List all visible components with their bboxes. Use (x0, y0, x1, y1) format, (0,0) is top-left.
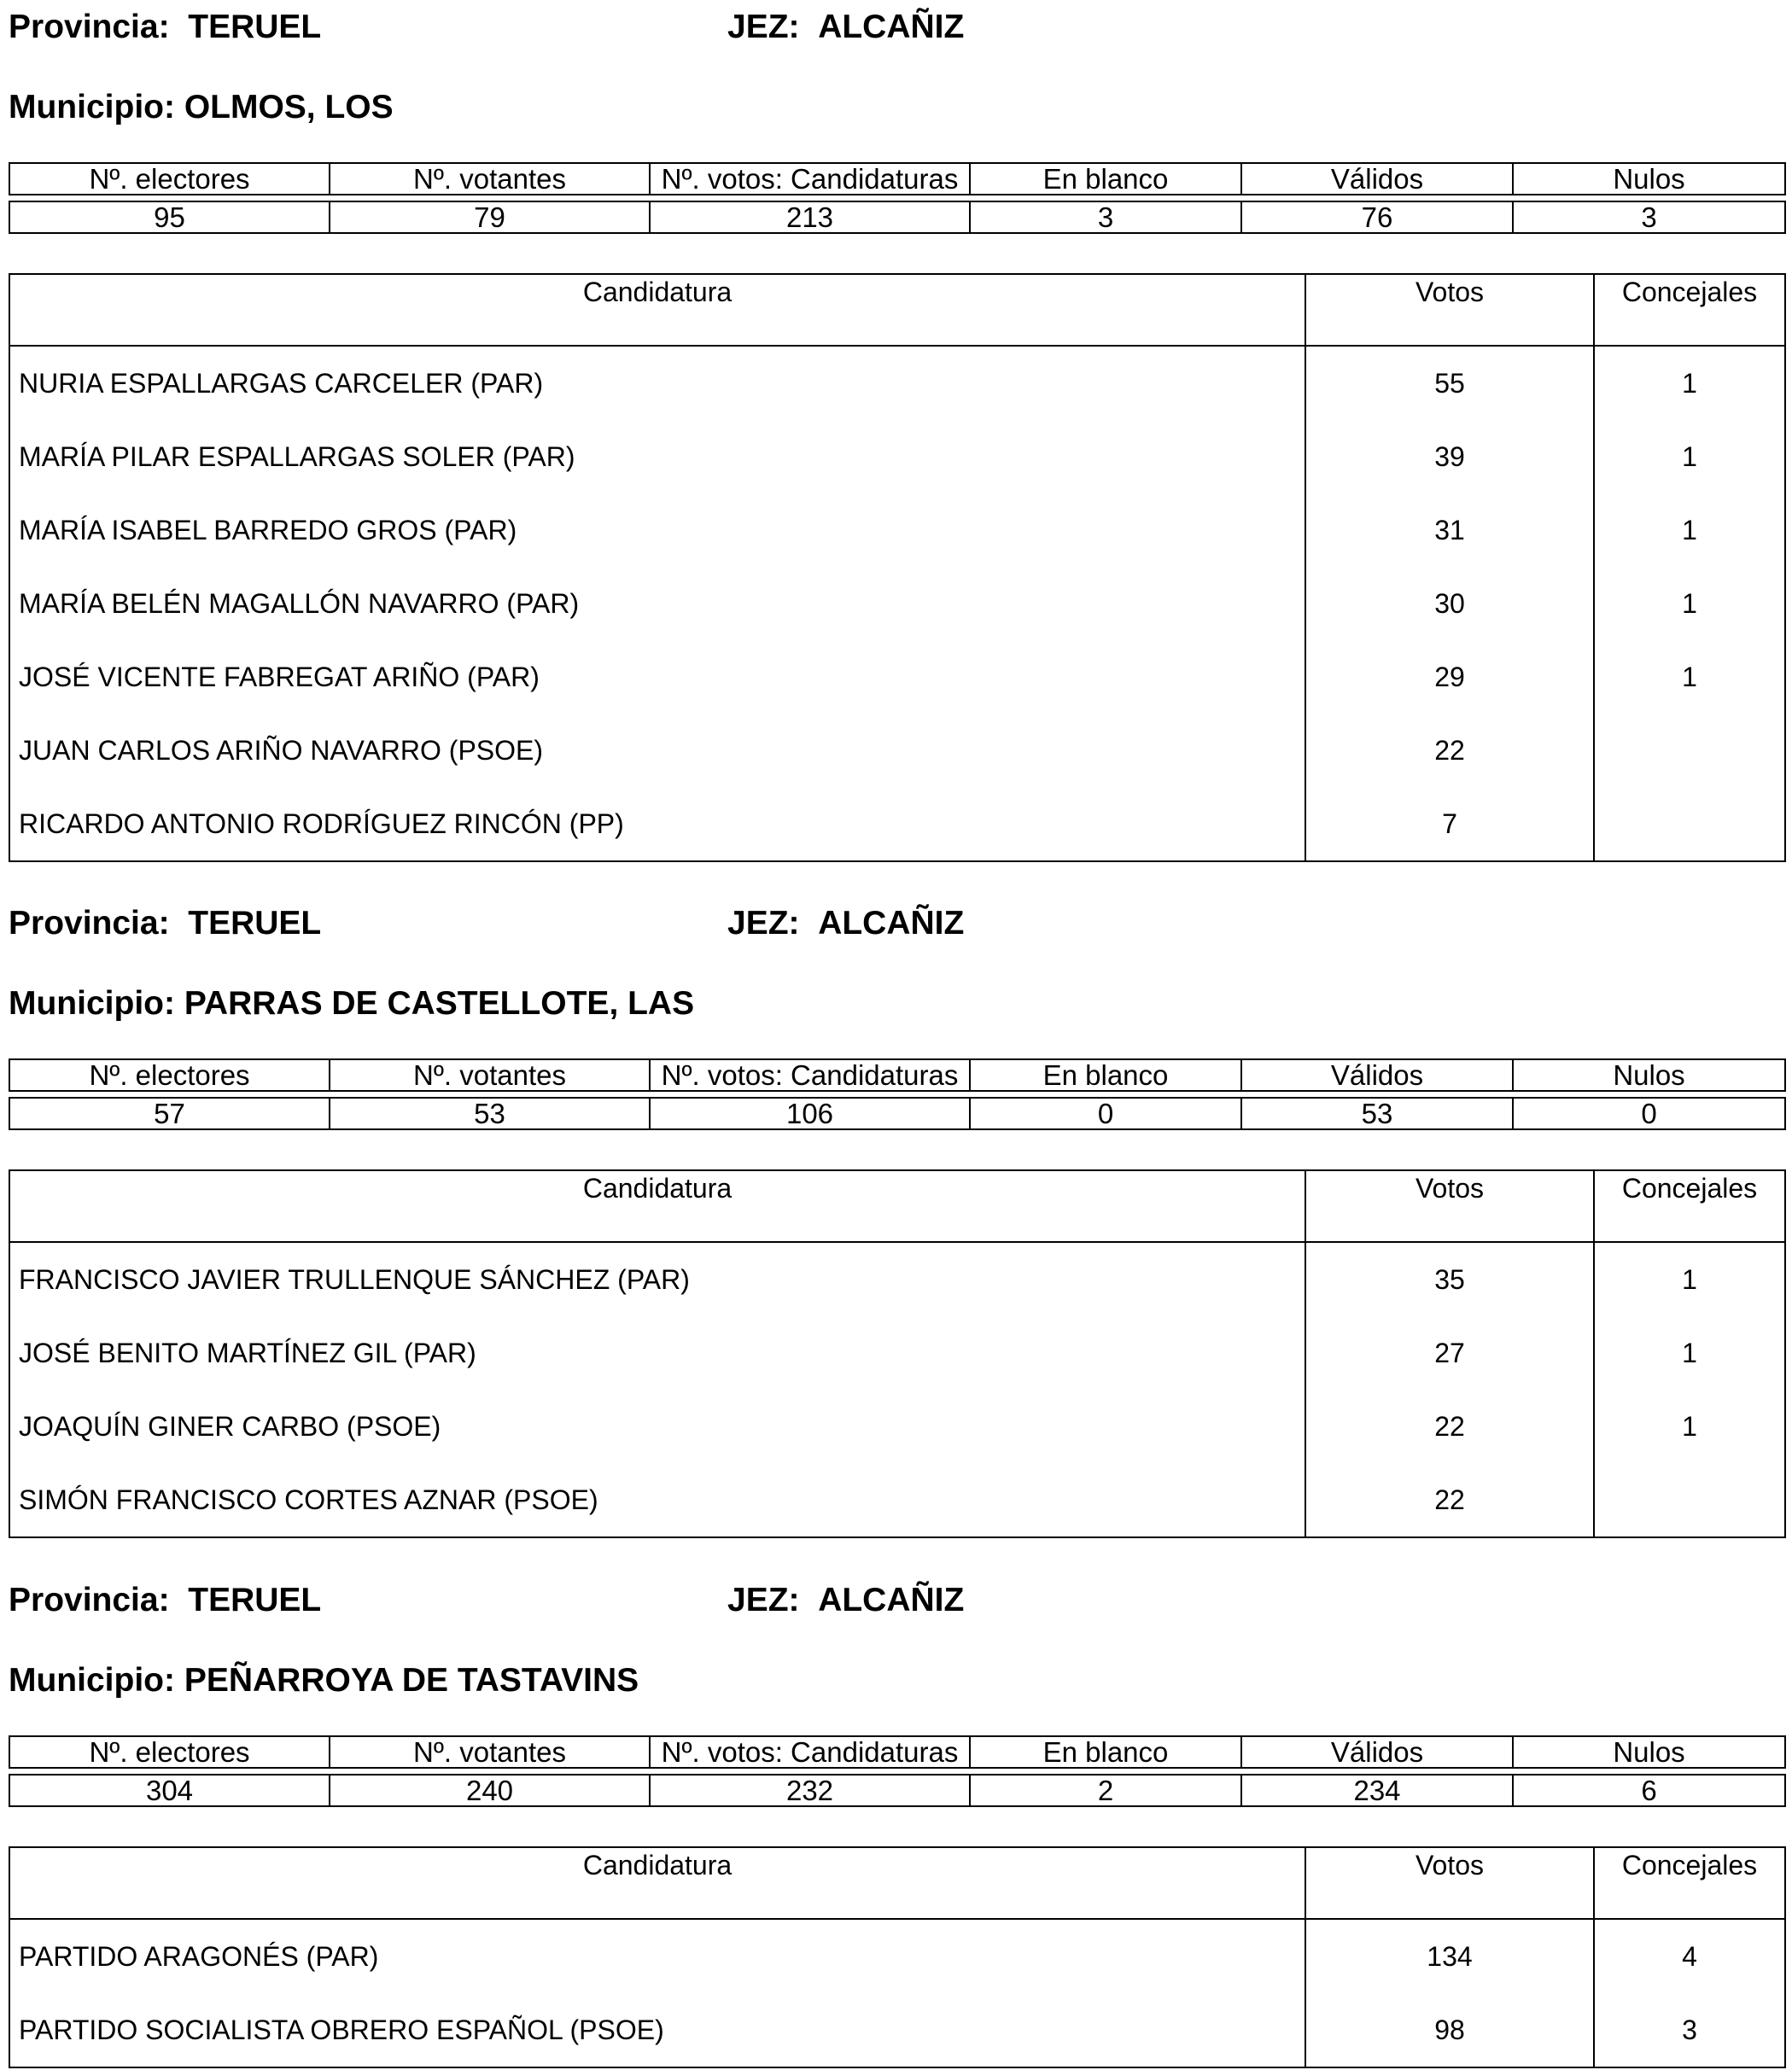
candidate-concejales: 4 (1682, 1941, 1697, 1972)
stats-header-cell: Nº. electores (9, 1059, 330, 1091)
stats-value-cell: 232 (650, 1775, 970, 1806)
jez-value: ALCAÑIZ (818, 9, 965, 45)
candidate-votos: 27 (1305, 1316, 1594, 1390)
candidate-concejales: 1 (1682, 1338, 1697, 1368)
stats-header-cell: En blanco (970, 1059, 1241, 1091)
stats-value-cell: 0 (970, 1098, 1241, 1129)
stats-value-cell: 79 (330, 201, 650, 233)
stats-value-cell: 57 (9, 1098, 330, 1129)
candidate-concejales: 1 (1682, 515, 1697, 545)
jez-value: ALCAÑIZ (818, 1582, 965, 1618)
candidate-name: MARÍA BELÉN MAGALLÓN NAVARRO (PAR) (19, 588, 580, 619)
jez-heading: JEZ: ALCAÑIZ (727, 9, 965, 45)
candidate-row (9, 1919, 1785, 1993)
stats-value-cell: 53 (330, 1098, 650, 1129)
candidates-header-row (9, 1170, 1785, 1242)
candidatura-header: Candidatura (9, 1170, 1305, 1242)
stats-header-cell: Nº. votos: Candidaturas (650, 1736, 970, 1768)
candidates-header-row (9, 274, 1785, 346)
stats-value-cell: 95 (9, 201, 330, 233)
concejales-header: Concejales (1594, 274, 1785, 346)
candidate-votos: 98 (1305, 1993, 1594, 2067)
municipio-heading: Municipio: PARRAS DE CASTELLOTE, LAS (9, 985, 695, 1022)
candidate-name: JOSÉ BENITO MARTÍNEZ GIL (PAR) (19, 1338, 476, 1368)
candidate-name: JUAN CARLOS ARIÑO NAVARRO (PSOE) (19, 735, 544, 766)
candidates-header-row (9, 1847, 1785, 1919)
stats-header-cell: En blanco (970, 1736, 1241, 1768)
candidate-votos: 134 (1305, 1919, 1594, 1993)
stats-header-cell: Nº. votantes (330, 1736, 650, 1768)
candidate-concejales: 1 (1682, 368, 1697, 399)
stats-value-cell: 2 (970, 1775, 1241, 1806)
stats-value-cell: 213 (650, 201, 970, 233)
candidate-name: NURIA ESPALLARGAS CARCELER (PAR) (19, 368, 544, 399)
stats-value-cell: 53 (1241, 1098, 1513, 1129)
stats-value-cell: 3 (970, 201, 1241, 233)
candidate-votos: 30 (1305, 567, 1594, 640)
candidate-concejales: 3 (1682, 2015, 1697, 2045)
concejales-header: Concejales (1594, 1170, 1785, 1242)
stats-header-cell: Nulos (1513, 1736, 1785, 1768)
municipio-value: PARRAS DE CASTELLOTE, LAS (184, 985, 695, 1022)
candidates-table (9, 1169, 1786, 1538)
stats-value-cell: 6 (1513, 1775, 1785, 1806)
stats-value-cell: 0 (1513, 1098, 1785, 1129)
provincia-value: TERUEL (188, 1582, 322, 1618)
candidate-row (9, 1316, 1785, 1390)
candidates-table (9, 273, 1786, 862)
stats-header-cell: Nº. electores (9, 163, 330, 195)
concejales-header: Concejales (1594, 1847, 1785, 1919)
stats-table (9, 162, 1786, 234)
candidate-name: PARTIDO SOCIALISTA OBRERO ESPAÑOL (PSOE) (19, 2015, 664, 2045)
stats-header-row (9, 163, 1785, 195)
candidate-name: SIMÓN FRANCISCO CORTES AZNAR (PSOE) (19, 1484, 598, 1515)
stats-value-cell: 240 (330, 1775, 650, 1806)
candidatura-header: Candidatura (9, 274, 1305, 346)
candidate-name: JOAQUÍN GINER CARBO (PSOE) (19, 1411, 441, 1442)
candidate-concejales: 1 (1682, 662, 1697, 692)
stats-header-cell: En blanco (970, 163, 1241, 195)
jez-heading: JEZ: ALCAÑIZ (727, 1582, 965, 1618)
stats-header-row (9, 1736, 1785, 1768)
candidates-table (9, 1846, 1786, 2068)
candidate-row (9, 1463, 1785, 1537)
stats-header-cell: Nulos (1513, 163, 1785, 195)
stats-value-cell: 3 (1513, 201, 1785, 233)
stats-value-cell: 106 (650, 1098, 970, 1129)
candidate-concejales: 1 (1682, 588, 1697, 619)
stats-value-row (9, 201, 1785, 233)
stats-header-cell: Nº. votantes (330, 163, 650, 195)
candidate-concejales (1594, 714, 1785, 787)
candidate-votos: 22 (1305, 1463, 1594, 1537)
candidate-votos: 7 (1305, 787, 1594, 861)
stats-header-cell: Válidos (1241, 163, 1513, 195)
stats-table (9, 1058, 1786, 1130)
candidate-row (9, 1242, 1785, 1316)
candidate-votos: 22 (1305, 1390, 1594, 1463)
votos-header: Votos (1305, 1170, 1594, 1242)
municipio-heading: Municipio: OLMOS, LOS (9, 89, 394, 125)
jez-heading: JEZ: ALCAÑIZ (727, 905, 965, 942)
candidate-votos: 35 (1305, 1242, 1594, 1316)
provincia-heading: Provincia: TERUEL JEZ: ALCAÑIZ (9, 1582, 965, 1618)
candidate-row (9, 714, 1785, 787)
candidate-concejales: 1 (1682, 441, 1697, 472)
jez-value: ALCAÑIZ (818, 905, 965, 942)
candidate-votos: 39 (1305, 420, 1594, 493)
municipio-heading: Municipio: PEÑARROYA DE TASTAVINS (9, 1662, 639, 1699)
municipio-value: PEÑARROYA DE TASTAVINS (184, 1662, 639, 1699)
candidate-row (9, 1390, 1785, 1463)
stats-header-cell: Válidos (1241, 1059, 1513, 1091)
stats-value-row (9, 1775, 1785, 1806)
candidate-concejales (1594, 1463, 1785, 1537)
candidate-row (9, 640, 1785, 714)
candidate-row (9, 346, 1785, 420)
candidate-concejales: 1 (1682, 1264, 1697, 1295)
candidate-name: JOSÉ VICENTE FABREGAT ARIÑO (PAR) (19, 662, 540, 692)
stats-header-cell: Nº. votos: Candidaturas (650, 1059, 970, 1091)
candidate-concejales (1594, 787, 1785, 861)
provincia-heading: Provincia: TERUEL JEZ: ALCAÑIZ (9, 9, 965, 45)
candidate-row (9, 493, 1785, 567)
stats-header-cell: Válidos (1241, 1736, 1513, 1768)
candidate-row (9, 787, 1785, 861)
provincia-heading: Provincia: TERUEL JEZ: ALCAÑIZ (9, 905, 965, 942)
votos-header: Votos (1305, 274, 1594, 346)
candidate-row (9, 567, 1785, 640)
candidate-row (9, 420, 1785, 493)
stats-header-cell: Nº. votantes (330, 1059, 650, 1091)
stats-value-row (9, 1098, 1785, 1129)
provincia-value: TERUEL (188, 905, 322, 942)
candidate-row (9, 1993, 1785, 2067)
candidate-name: MARÍA ISABEL BARREDO GROS (PAR) (19, 515, 517, 545)
stats-table (9, 1735, 1786, 1807)
stats-header-cell: Nº. votos: Candidaturas (650, 163, 970, 195)
stats-header-cell: Nulos (1513, 1059, 1785, 1091)
candidate-name: MARÍA PILAR ESPALLARGAS SOLER (PAR) (19, 441, 575, 472)
municipio-value: OLMOS, LOS (184, 89, 394, 125)
votos-header: Votos (1305, 1847, 1594, 1919)
stats-value-cell: 234 (1241, 1775, 1513, 1806)
candidate-concejales: 1 (1682, 1411, 1697, 1442)
stats-value-cell: 304 (9, 1775, 330, 1806)
stats-value-cell: 76 (1241, 201, 1513, 233)
candidate-name: PARTIDO ARAGONÉS (PAR) (19, 1941, 379, 1972)
stats-header-row (9, 1059, 1785, 1091)
candidatura-header: Candidatura (9, 1847, 1305, 1919)
candidate-name: RICARDO ANTONIO RODRÍGUEZ RINCÓN (PP) (19, 808, 624, 839)
candidate-votos: 55 (1305, 346, 1594, 420)
stats-header-cell: Nº. electores (9, 1736, 330, 1768)
candidate-votos: 31 (1305, 493, 1594, 567)
provincia-value: TERUEL (188, 9, 322, 45)
candidate-name: FRANCISCO JAVIER TRULLENQUE SÁNCHEZ (PAR) (19, 1264, 690, 1295)
candidate-votos: 22 (1305, 714, 1594, 787)
candidate-votos: 29 (1305, 640, 1594, 714)
